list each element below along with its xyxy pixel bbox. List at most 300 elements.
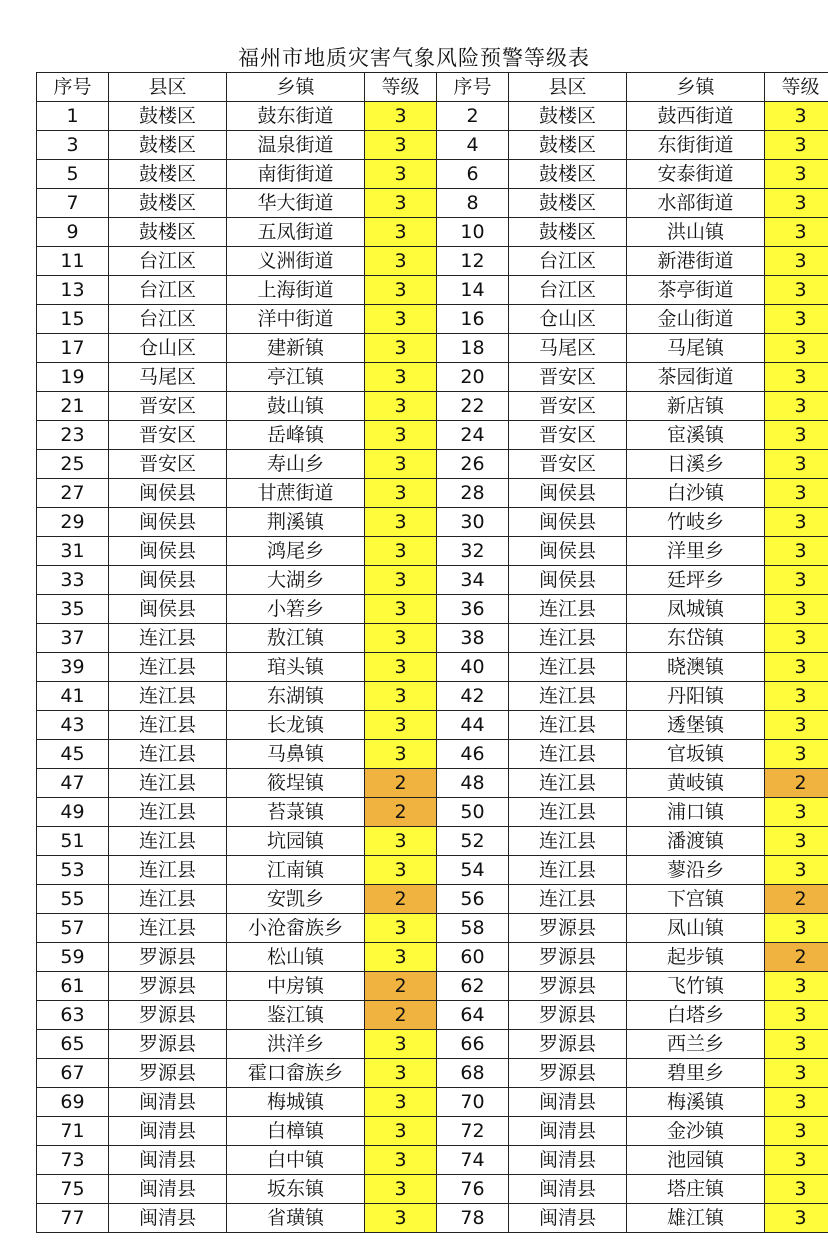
table-row — [37, 102, 828, 131]
county-cell: 连江县 — [109, 740, 227, 769]
county-cell: 仓山区 — [109, 334, 227, 363]
table-row — [37, 305, 828, 334]
county-cell: 罗源县 — [509, 1059, 627, 1088]
county-cell: 马尾区 — [509, 334, 627, 363]
county-cell: 连江县 — [109, 856, 227, 885]
county-cell: 连江县 — [109, 827, 227, 856]
level-cell: 3 — [365, 334, 437, 363]
county-cell: 连江县 — [509, 827, 627, 856]
level-cell: 3 — [365, 131, 437, 160]
level-cell: 3 — [365, 189, 437, 218]
town-cell: 上海街道 — [227, 276, 365, 305]
town-cell: 金山街道 — [627, 305, 765, 334]
level-cell: 3 — [365, 305, 437, 334]
level-cell: 3 — [365, 1175, 437, 1204]
level-cell: 3 — [765, 363, 828, 392]
county-cell: 连江县 — [509, 740, 627, 769]
seq-cell: 63 — [37, 1001, 109, 1030]
seq-cell: 51 — [37, 827, 109, 856]
town-cell: 建新镇 — [227, 334, 365, 363]
town-cell: 筱埕镇 — [227, 769, 365, 798]
seq-cell: 41 — [37, 682, 109, 711]
town-cell: 甘蔗街道 — [227, 479, 365, 508]
level-cell: 3 — [765, 566, 828, 595]
level-cell: 2 — [365, 798, 437, 827]
town-cell: 梅溪镇 — [627, 1088, 765, 1117]
county-cell: 罗源县 — [109, 1001, 227, 1030]
header-town-left: 乡镇 — [227, 73, 365, 102]
county-cell: 闽清县 — [509, 1175, 627, 1204]
seq-cell: 12 — [437, 247, 509, 276]
seq-cell: 64 — [437, 1001, 509, 1030]
town-cell: 苔菉镇 — [227, 798, 365, 827]
seq-cell: 65 — [37, 1030, 109, 1059]
county-cell: 闽侯县 — [509, 537, 627, 566]
town-cell: 亭江镇 — [227, 363, 365, 392]
town-cell: 雄江镇 — [627, 1204, 765, 1233]
level-cell: 3 — [365, 247, 437, 276]
county-cell: 鼓楼区 — [509, 189, 627, 218]
seq-cell: 55 — [37, 885, 109, 914]
county-cell: 闽侯县 — [109, 566, 227, 595]
table-row — [37, 1117, 828, 1146]
level-cell: 3 — [765, 653, 828, 682]
town-cell: 新港街道 — [627, 247, 765, 276]
seq-cell: 70 — [437, 1088, 509, 1117]
level-cell: 3 — [365, 653, 437, 682]
town-cell: 西兰乡 — [627, 1030, 765, 1059]
seq-cell: 60 — [437, 943, 509, 972]
level-cell: 3 — [365, 1146, 437, 1175]
town-cell: 廷坪乡 — [627, 566, 765, 595]
seq-cell: 50 — [437, 798, 509, 827]
town-cell: 洋中街道 — [227, 305, 365, 334]
table-row — [37, 392, 828, 421]
county-cell: 晋安区 — [509, 450, 627, 479]
seq-cell: 72 — [437, 1117, 509, 1146]
seq-cell: 49 — [37, 798, 109, 827]
level-cell: 3 — [365, 827, 437, 856]
county-cell: 鼓楼区 — [509, 102, 627, 131]
town-cell: 池园镇 — [627, 1146, 765, 1175]
county-cell: 罗源县 — [509, 972, 627, 1001]
county-cell: 连江县 — [509, 856, 627, 885]
county-cell: 闽清县 — [109, 1204, 227, 1233]
county-cell: 罗源县 — [509, 914, 627, 943]
level-cell: 3 — [765, 218, 828, 247]
county-cell: 连江县 — [109, 798, 227, 827]
table-row — [37, 363, 828, 392]
county-cell: 台江区 — [509, 247, 627, 276]
seq-cell: 5 — [37, 160, 109, 189]
level-cell: 3 — [365, 479, 437, 508]
seq-cell: 37 — [37, 624, 109, 653]
seq-cell: 39 — [37, 653, 109, 682]
table-row — [37, 1175, 828, 1204]
level-cell: 2 — [365, 972, 437, 1001]
town-cell: 小箬乡 — [227, 595, 365, 624]
town-cell: 凤山镇 — [627, 914, 765, 943]
town-cell: 碧里乡 — [627, 1059, 765, 1088]
town-cell: 飞竹镇 — [627, 972, 765, 1001]
town-cell: 起步镇 — [627, 943, 765, 972]
table-row — [37, 769, 828, 798]
town-cell: 官坂镇 — [627, 740, 765, 769]
table-row — [37, 1001, 828, 1030]
county-cell: 罗源县 — [109, 972, 227, 1001]
county-cell: 晋安区 — [509, 421, 627, 450]
seq-cell: 8 — [437, 189, 509, 218]
town-cell: 义洲街道 — [227, 247, 365, 276]
town-cell: 岳峰镇 — [227, 421, 365, 450]
county-cell: 鼓楼区 — [109, 218, 227, 247]
level-cell: 3 — [765, 479, 828, 508]
header-county-left: 县区 — [109, 73, 227, 102]
seq-cell: 11 — [37, 247, 109, 276]
seq-cell: 61 — [37, 972, 109, 1001]
seq-cell: 19 — [37, 363, 109, 392]
town-cell: 梅城镇 — [227, 1088, 365, 1117]
level-cell: 3 — [365, 1204, 437, 1233]
seq-cell: 13 — [37, 276, 109, 305]
seq-cell: 62 — [437, 972, 509, 1001]
town-cell: 寿山乡 — [227, 450, 365, 479]
seq-cell: 25 — [37, 450, 109, 479]
seq-cell: 45 — [37, 740, 109, 769]
table-row — [37, 1059, 828, 1088]
seq-cell: 71 — [37, 1117, 109, 1146]
level-cell: 2 — [765, 885, 828, 914]
seq-cell: 56 — [437, 885, 509, 914]
county-cell: 连江县 — [109, 711, 227, 740]
level-cell: 3 — [765, 508, 828, 537]
town-cell: 下宫镇 — [627, 885, 765, 914]
level-cell: 3 — [765, 624, 828, 653]
level-cell: 3 — [365, 392, 437, 421]
level-cell: 3 — [365, 160, 437, 189]
table-row — [37, 595, 828, 624]
level-cell: 3 — [365, 450, 437, 479]
town-cell: 荆溪镇 — [227, 508, 365, 537]
county-cell: 仓山区 — [509, 305, 627, 334]
level-cell: 3 — [765, 276, 828, 305]
table-header-row — [37, 73, 828, 102]
county-cell: 鼓楼区 — [509, 218, 627, 247]
table-row — [37, 740, 828, 769]
level-cell: 3 — [765, 1175, 828, 1204]
county-cell: 闽侯县 — [509, 479, 627, 508]
table-row — [37, 537, 828, 566]
town-cell: 丹阳镇 — [627, 682, 765, 711]
level-cell: 3 — [765, 798, 828, 827]
seq-cell: 26 — [437, 450, 509, 479]
county-cell: 连江县 — [509, 885, 627, 914]
header-seq-left: 序号 — [37, 73, 109, 102]
seq-cell: 43 — [37, 711, 109, 740]
town-cell: 洪洋乡 — [227, 1030, 365, 1059]
level-cell: 3 — [365, 711, 437, 740]
table-row — [37, 885, 828, 914]
seq-cell: 75 — [37, 1175, 109, 1204]
town-cell: 敖江镇 — [227, 624, 365, 653]
seq-cell: 30 — [437, 508, 509, 537]
table-row — [37, 972, 828, 1001]
town-cell: 小沧畲族乡 — [227, 914, 365, 943]
level-cell: 3 — [765, 102, 828, 131]
town-cell: 江南镇 — [227, 856, 365, 885]
town-cell: 宦溪镇 — [627, 421, 765, 450]
seq-cell: 15 — [37, 305, 109, 334]
level-cell: 3 — [765, 740, 828, 769]
table-row — [37, 276, 828, 305]
county-cell: 台江区 — [509, 276, 627, 305]
town-cell: 长龙镇 — [227, 711, 365, 740]
seq-cell: 59 — [37, 943, 109, 972]
county-cell: 闽清县 — [509, 1204, 627, 1233]
county-cell: 闽清县 — [109, 1146, 227, 1175]
table-row — [37, 682, 828, 711]
county-cell: 闽侯县 — [109, 508, 227, 537]
county-cell: 鼓楼区 — [509, 131, 627, 160]
county-cell: 鼓楼区 — [509, 160, 627, 189]
county-cell: 晋安区 — [109, 392, 227, 421]
level-cell: 3 — [765, 1146, 828, 1175]
town-cell: 安凯乡 — [227, 885, 365, 914]
town-cell: 凤城镇 — [627, 595, 765, 624]
seq-cell: 52 — [437, 827, 509, 856]
table-row — [37, 508, 828, 537]
town-cell: 水部街道 — [627, 189, 765, 218]
town-cell: 洋里乡 — [627, 537, 765, 566]
seq-cell: 6 — [437, 160, 509, 189]
table-row — [37, 450, 828, 479]
page-title: 福州市地质灾害气象风险预警等级表 — [238, 46, 590, 70]
town-cell: 洪山镇 — [627, 218, 765, 247]
town-cell: 塔庄镇 — [627, 1175, 765, 1204]
town-cell: 温泉街道 — [227, 131, 365, 160]
level-cell: 3 — [365, 508, 437, 537]
level-cell: 3 — [365, 276, 437, 305]
seq-cell: 68 — [437, 1059, 509, 1088]
town-cell: 大湖乡 — [227, 566, 365, 595]
county-cell: 罗源县 — [109, 1030, 227, 1059]
town-cell: 坂东镇 — [227, 1175, 365, 1204]
town-cell: 白塔乡 — [627, 1001, 765, 1030]
county-cell: 闽侯县 — [509, 508, 627, 537]
level-cell: 3 — [765, 1088, 828, 1117]
table-row — [37, 798, 828, 827]
level-cell: 3 — [765, 247, 828, 276]
header-level-left: 等级 — [365, 73, 437, 102]
county-cell: 闽清县 — [509, 1146, 627, 1175]
seq-cell: 2 — [437, 102, 509, 131]
county-cell: 闽侯县 — [109, 537, 227, 566]
level-cell: 2 — [365, 885, 437, 914]
county-cell: 连江县 — [109, 653, 227, 682]
town-cell: 鉴江镇 — [227, 1001, 365, 1030]
county-cell: 鼓楼区 — [109, 189, 227, 218]
level-cell: 3 — [765, 334, 828, 363]
seq-cell: 57 — [37, 914, 109, 943]
town-cell: 中房镇 — [227, 972, 365, 1001]
table-row — [37, 856, 828, 885]
level-cell: 3 — [365, 1117, 437, 1146]
seq-cell: 53 — [37, 856, 109, 885]
county-cell: 罗源县 — [509, 1030, 627, 1059]
town-cell: 南街街道 — [227, 160, 365, 189]
table-row — [37, 1088, 828, 1117]
town-cell: 华大街道 — [227, 189, 365, 218]
town-cell: 东岱镇 — [627, 624, 765, 653]
level-cell: 3 — [365, 595, 437, 624]
seq-cell: 16 — [437, 305, 509, 334]
county-cell: 连江县 — [509, 682, 627, 711]
level-cell: 3 — [765, 189, 828, 218]
seq-cell: 31 — [37, 537, 109, 566]
seq-cell: 42 — [437, 682, 509, 711]
level-cell: 2 — [765, 943, 828, 972]
seq-cell: 36 — [437, 595, 509, 624]
table-row — [37, 479, 828, 508]
county-cell: 连江县 — [109, 624, 227, 653]
town-cell: 东湖镇 — [227, 682, 365, 711]
seq-cell: 73 — [37, 1146, 109, 1175]
seq-cell: 3 — [37, 131, 109, 160]
table-row — [37, 421, 828, 450]
county-cell: 闽清县 — [509, 1117, 627, 1146]
level-cell: 3 — [765, 1030, 828, 1059]
seq-cell: 47 — [37, 769, 109, 798]
county-cell: 连江县 — [509, 711, 627, 740]
seq-cell: 28 — [437, 479, 509, 508]
header-level-right: 等级 — [765, 73, 828, 102]
seq-cell: 74 — [437, 1146, 509, 1175]
table-row — [37, 711, 828, 740]
seq-cell: 69 — [37, 1088, 109, 1117]
level-cell: 3 — [765, 131, 828, 160]
county-cell: 罗源县 — [509, 1001, 627, 1030]
level-cell: 3 — [765, 1001, 828, 1030]
level-cell: 3 — [765, 972, 828, 1001]
county-cell: 晋安区 — [509, 363, 627, 392]
level-cell: 3 — [365, 1088, 437, 1117]
county-cell: 闽侯县 — [109, 595, 227, 624]
level-cell: 3 — [765, 1204, 828, 1233]
county-cell: 闽清县 — [109, 1175, 227, 1204]
town-cell: 马尾镇 — [627, 334, 765, 363]
town-cell: 鸿尾乡 — [227, 537, 365, 566]
county-cell: 连江县 — [109, 682, 227, 711]
county-cell: 台江区 — [109, 305, 227, 334]
seq-cell: 23 — [37, 421, 109, 450]
county-cell: 连江县 — [109, 769, 227, 798]
table-row — [37, 218, 828, 247]
town-cell: 松山镇 — [227, 943, 365, 972]
level-cell: 3 — [365, 1030, 437, 1059]
seq-cell: 66 — [437, 1030, 509, 1059]
county-cell: 罗源县 — [109, 943, 227, 972]
level-cell: 3 — [365, 624, 437, 653]
county-cell: 罗源县 — [509, 943, 627, 972]
county-cell: 台江区 — [109, 276, 227, 305]
table-row — [37, 914, 828, 943]
level-cell: 2 — [365, 1001, 437, 1030]
seq-cell: 67 — [37, 1059, 109, 1088]
town-cell: 白沙镇 — [627, 479, 765, 508]
town-cell: 鼓东街道 — [227, 102, 365, 131]
county-cell: 连江县 — [509, 769, 627, 798]
table-body — [37, 102, 828, 1233]
level-cell: 3 — [765, 421, 828, 450]
town-cell: 潘渡镇 — [627, 827, 765, 856]
seq-cell: 27 — [37, 479, 109, 508]
county-cell: 连江县 — [509, 624, 627, 653]
table-row — [37, 653, 828, 682]
level-cell: 3 — [365, 421, 437, 450]
seq-cell: 46 — [437, 740, 509, 769]
seq-cell: 17 — [37, 334, 109, 363]
level-cell: 3 — [365, 218, 437, 247]
town-cell: 日溪乡 — [627, 450, 765, 479]
table-row — [37, 334, 828, 363]
town-cell: 浦口镇 — [627, 798, 765, 827]
county-cell: 连江县 — [509, 653, 627, 682]
header-seq-right: 序号 — [437, 73, 509, 102]
table-row — [37, 189, 828, 218]
table-row — [37, 624, 828, 653]
header-county-right: 县区 — [509, 73, 627, 102]
level-cell: 3 — [365, 682, 437, 711]
level-cell: 3 — [765, 1117, 828, 1146]
level-cell: 3 — [765, 827, 828, 856]
town-cell: 东街街道 — [627, 131, 765, 160]
town-cell: 蓼沿乡 — [627, 856, 765, 885]
seq-cell: 4 — [437, 131, 509, 160]
header-town-right: 乡镇 — [627, 73, 765, 102]
table-row — [37, 1030, 828, 1059]
seq-cell: 44 — [437, 711, 509, 740]
table-row — [37, 1146, 828, 1175]
town-cell: 霍口畲族乡 — [227, 1059, 365, 1088]
table-row — [37, 566, 828, 595]
town-cell: 茶园街道 — [627, 363, 765, 392]
seq-cell: 9 — [37, 218, 109, 247]
table-row — [37, 247, 828, 276]
county-cell: 闽清县 — [109, 1117, 227, 1146]
level-cell: 3 — [365, 943, 437, 972]
seq-cell: 29 — [37, 508, 109, 537]
seq-cell: 58 — [437, 914, 509, 943]
seq-cell: 32 — [437, 537, 509, 566]
town-cell: 五凤街道 — [227, 218, 365, 247]
level-cell: 2 — [365, 769, 437, 798]
level-cell: 3 — [365, 1059, 437, 1088]
town-cell: 马鼻镇 — [227, 740, 365, 769]
seq-cell: 24 — [437, 421, 509, 450]
seq-cell: 21 — [37, 392, 109, 421]
county-cell: 晋安区 — [509, 392, 627, 421]
level-cell: 3 — [765, 1059, 828, 1088]
level-cell: 3 — [765, 392, 828, 421]
warning-level-table — [36, 72, 828, 1233]
seq-cell: 33 — [37, 566, 109, 595]
seq-cell: 34 — [437, 566, 509, 595]
county-cell: 台江区 — [109, 247, 227, 276]
seq-cell: 20 — [437, 363, 509, 392]
county-cell: 连江县 — [109, 914, 227, 943]
level-cell: 3 — [365, 914, 437, 943]
county-cell: 鼓楼区 — [109, 131, 227, 160]
